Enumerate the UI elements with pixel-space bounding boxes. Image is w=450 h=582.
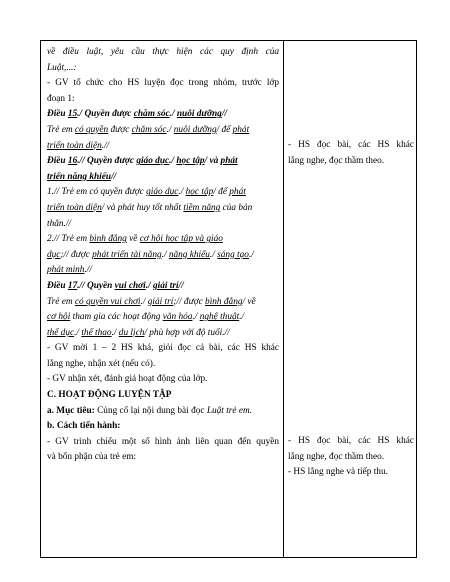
text-run: triển toàn diện (47, 202, 102, 213)
text-line (47, 419, 279, 435)
text-run: Điều (47, 156, 68, 167)
text-run: và bổn phận của trẻ em: (47, 452, 137, 463)
text-line (47, 61, 279, 77)
text-line (47, 107, 279, 123)
text-run: phát triển tài năng (92, 249, 162, 260)
text-line (47, 217, 279, 233)
text-run: - HS đọc bài, các HS khác (288, 436, 414, 446)
text-run: chăm sóc (131, 124, 167, 135)
text-run: ./ (161, 249, 169, 260)
text-line (47, 279, 279, 295)
text-run: học tập (185, 187, 214, 198)
text-run: ./ (145, 280, 153, 291)
text-line (47, 372, 279, 388)
text-run: Trẻ em (47, 296, 75, 307)
text-run: / để (213, 187, 230, 198)
text-line (47, 357, 279, 373)
text-run: .// Quyền (77, 280, 115, 291)
text-run: ./ (111, 327, 119, 338)
text-run: Củng cố lại nội dung bài đọc (94, 405, 207, 416)
text-run: Điều (47, 280, 68, 291)
text-run: ./ (209, 249, 218, 260)
text-run: năng khiếu (168, 249, 210, 260)
student-activity-block-1 (288, 138, 414, 169)
text-run: về điều luật, yêu cầu thực hiện các quy định của (47, 47, 279, 57)
text-run: 15 (67, 109, 78, 120)
text-run: nuôi dưỡng (173, 124, 217, 135)
text-run: ./ Quyền được (77, 109, 134, 120)
teacher-activity-column (47, 45, 279, 466)
text-line (47, 341, 279, 357)
text-line (47, 435, 279, 451)
text-run: học tập (176, 156, 205, 167)
text-run: nuôi dưỡng (176, 109, 222, 120)
text-run: - GV tổ chức cho HS luyện đọc trong nhóm, trước lớp (47, 78, 279, 89)
text-run: tham gia các hoạt động (70, 312, 163, 323)
text-run: b. Cách tiến hành: (47, 421, 121, 432)
text-run: .// Quyền được (77, 156, 137, 167)
lesson-table (40, 40, 417, 558)
text-line (288, 434, 414, 450)
text-line (47, 388, 279, 404)
text-line (47, 248, 279, 264)
text-line (47, 185, 279, 201)
text-run: // (178, 280, 184, 291)
text-line (47, 326, 279, 342)
text-run: phát (220, 156, 238, 167)
text-run: // (111, 171, 117, 182)
text-line (47, 154, 279, 170)
text-run: đoạn 1: (47, 93, 75, 104)
text-run: // (221, 109, 227, 120)
text-run: giáo dục (136, 156, 170, 167)
text-run: / và (204, 156, 221, 167)
text-run: của bản (220, 202, 253, 213)
text-line (47, 295, 279, 311)
text-run: tiềm năng (183, 202, 221, 213)
text-run: ;// được (173, 296, 206, 307)
text-run: a. Mục tiêu: (47, 405, 95, 416)
text-run: .// (84, 265, 92, 276)
text-run: phát minh (47, 265, 85, 276)
text-run: ./ (239, 312, 245, 323)
text-run: ./ (192, 312, 200, 323)
text-line (47, 139, 279, 155)
text-run: thể thao (81, 327, 112, 338)
text-line (288, 154, 414, 170)
text-run: 16 (67, 156, 78, 167)
text-run: ./ (166, 124, 174, 135)
text-run: vui chơi (114, 280, 146, 291)
student-activity-block-2 (288, 434, 414, 481)
text-run: nghệ thuật (199, 312, 240, 323)
text-line (47, 450, 279, 466)
text-run: giải trí (152, 280, 179, 291)
text-run: Luật,...: (47, 62, 77, 73)
text-run: sáng tạo (217, 249, 249, 260)
text-run: phát (232, 124, 250, 135)
text-run: lắng nghe, nhận xét (nếu có). (47, 358, 156, 369)
text-run: du lịch (118, 327, 145, 338)
text-run: / phù hợp với độ tuổi.// (144, 327, 230, 338)
text-run: ./ (140, 296, 148, 307)
text-line (47, 92, 279, 108)
text-line (47, 201, 279, 217)
text-run: Trẻ em (47, 124, 75, 135)
text-line (47, 263, 279, 279)
text-run: văn hóa (162, 312, 193, 323)
text-line (47, 232, 279, 248)
text-run: triển toàn diện (47, 140, 102, 151)
text-run: ./ (178, 187, 186, 198)
text-line (288, 138, 414, 154)
text-run: - GV mời 1 – 2 HS khá, giỏi đọc cả bài, các HS khác (47, 343, 279, 354)
text-run: Điều (47, 109, 68, 120)
text-run: lắng nghe, đọc thầm theo. (288, 451, 385, 462)
text-line (47, 170, 279, 186)
text-run: triển năng khiếu (47, 171, 112, 182)
text-run: ./ (74, 327, 82, 338)
text-line (47, 404, 279, 420)
text-run: - GV nhận xét, đánh giá hoạt động của lớp. (47, 374, 208, 385)
text-run: 1.// Trẻ em có quyền được (47, 187, 147, 198)
text-run: C. HOẠT ĐỘNG LUYỆN TẬP (47, 390, 172, 401)
text-run: / và phát huy tốt nhất (101, 202, 184, 213)
text-line (47, 123, 279, 139)
text-run: giải trí (147, 296, 174, 307)
text-run: ./ (248, 249, 254, 260)
text-run: thân.// (47, 218, 72, 229)
text-run: bình đẳng (89, 234, 127, 245)
text-run: .// (101, 140, 110, 151)
text-line (47, 310, 279, 326)
text-run: - HS đọc bài, các HS khác (288, 140, 414, 150)
text-run: được (108, 124, 132, 135)
text-line (47, 76, 279, 92)
text-run: 2.// Trẻ em (47, 234, 90, 245)
text-run: ;// được (60, 249, 93, 260)
text-run: ./ (169, 156, 177, 167)
text-run: 17 (67, 280, 78, 291)
text-line (288, 450, 414, 466)
text-run: phát (229, 187, 246, 198)
text-line (47, 45, 279, 61)
text-line (288, 465, 414, 481)
text-run: / về (242, 296, 256, 307)
text-run: Luật trẻ em. (206, 405, 253, 416)
text-run: - GV trình chiếu một số hình ảnh liên quan đến quyền (47, 436, 279, 447)
text-run: thể dục (47, 327, 75, 338)
text-run: ./ (169, 109, 177, 120)
text-run: về (126, 234, 140, 245)
column-divider (283, 41, 284, 557)
text-run: lắng nghe, đọc thầm theo. (288, 155, 385, 166)
text-run: dục (47, 249, 61, 260)
text-run: có quyền (74, 124, 109, 135)
text-run: chăm sóc (133, 109, 170, 120)
text-run: cơ hội học tập và giáo (139, 234, 223, 245)
text-run: / để (216, 124, 233, 135)
text-run: - HS lắng nghe và tiếp thu. (288, 467, 388, 478)
text-run: cơ hội (47, 312, 71, 323)
text-run: bình đẳng (205, 296, 243, 307)
text-run: có quyền vui chơi (74, 296, 141, 307)
text-run: giáo dục (146, 187, 179, 198)
